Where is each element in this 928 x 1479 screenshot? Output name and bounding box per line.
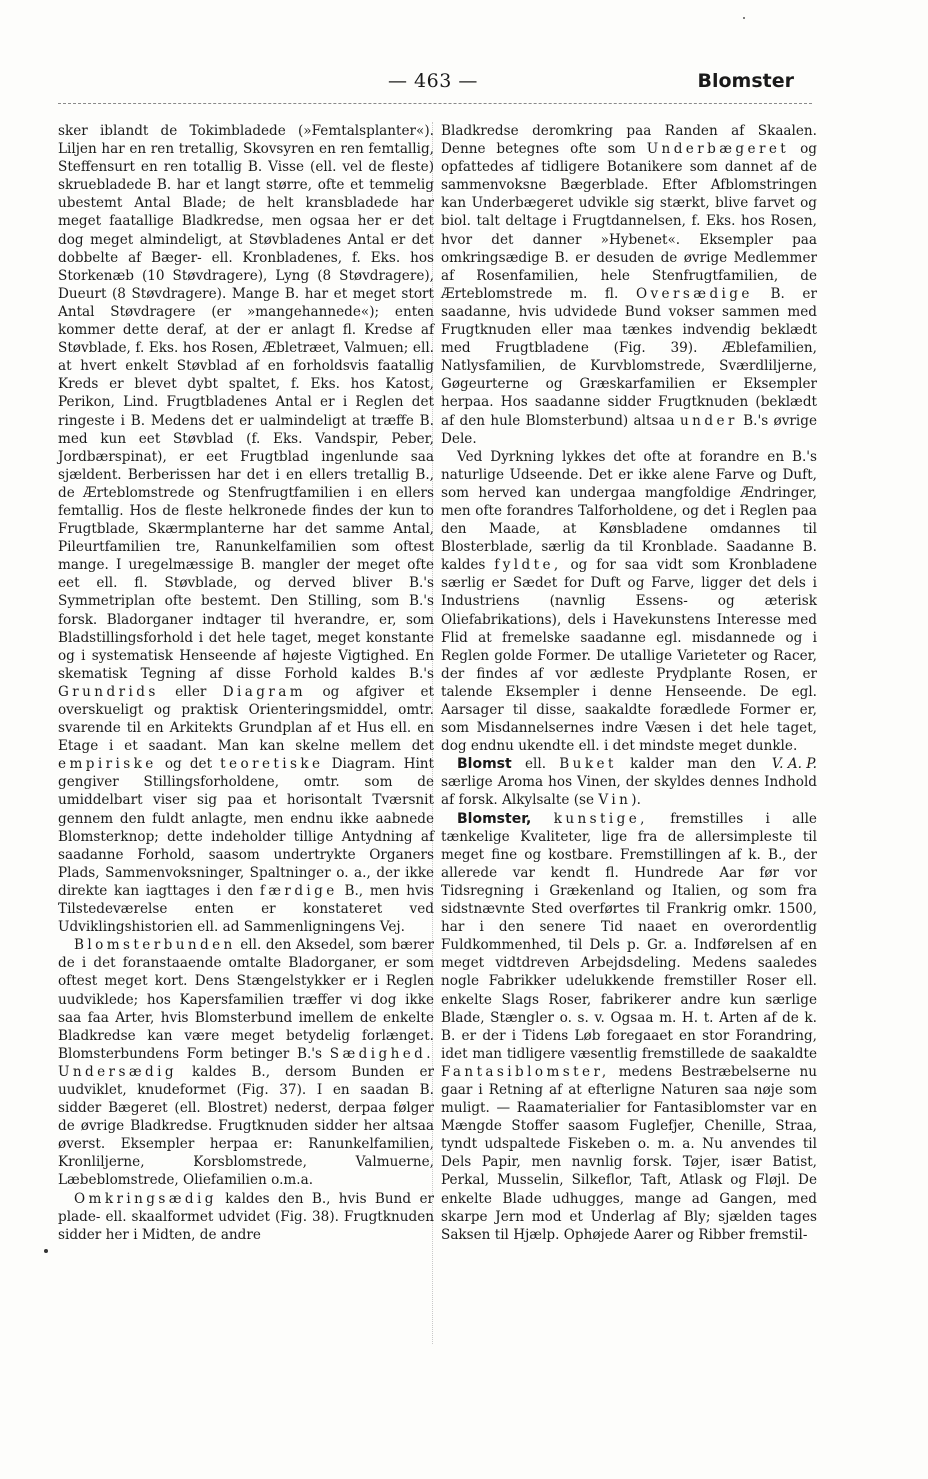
paragraph-continued: Bladkredse deromkring paa Randen af Skaalen. Denne betegnes ofte som Underbægeret og opfattedes af tidligere Botanikere som dannet af de sammenvoksne Bægerblade. Efter Afblomstringen kan Underbægeret udvikle sig stærkt, blive farvet og biol. talt deltage i Frugtdannelsen, f. Eks. hos Rosen, hvor det danner »Hybenet«. Eksempler paa omkringsædige B. er desuden de øvrige Medlemmer af Rosenfamilien, hele Stenfrugtfamilien, de Ærteblomstrede m. fl. Oversædige B. er saadanne, hvis udvidede Bund vokser sammen med Frugtknuden eller maa tænkes indvendig beklædt med Frugtbladene (Fig. 39). Æblefamilien, Natlysfamilien, de Kurvblomstrede, Sværdliljerne, Gøgeurterne og Græskarfamilien er Eksempler herpaa. Hos saadanne sidder Frugtknuden (beklædt af den hule Blomsterbund) altsaa under B.'s øvrige Dele. — [441, 123, 817, 447]
entry-blomster-kunstige: Blomster, kunstige, fremstilles i alle tænkelige Kvaliteter, lige fra de allersimpleste til meget fine og kostbare. Fremstillingen af k. B., der allerede var kendt fl. Hundrede Aar før vor Tidsregning i Grækenland og Italien, og som fra sidstnævnte Sted overførtes til Frankrig omkr. 1500, har i den senere Tid naaet en overordentlig Fuldkommenhed, til Dels p. Gr. a. Indførelsen af en meget vidtdreven Arbejdsdeling. Medens saaledes nogle Fabrikker udelukkende fremstiller Roser ell. enkelte Slags Roser, fabrikerer andre kun særlige Blade, Stængler o. s. v. Ogsaa m. H. t. Arten af de k. B. er der i Tidens Løb foregaaet en stor Forandring, idet man tidligere væsentlig fremstillede de saakaldte Fantasiblomster, medens Bestræbelserne nu gaar i Retning af at efterligne Naturen saa nøje som muligt. — Raamaterialier for Fantasiblomster var en Mængde Stoffer saasom Fuglefjer, Chenille, Straa, tyndt udspaltede Fiskeben o. m. a. Nu anvendes til Dels Papir, men navnlig forsk. Tøjer, især Batist, Perkal, Musselin, Silkeflor, Taft, Atlask og Fløjl. De enkelte Blade udhugges, mange ad Gangen, med skarpe Jern mod et Underlag af Bly; sjælden tages Saksen til Hjælp. Ophøjede Aarer og Ribber fremstil- — [441, 810, 817, 1243]
paragraph-blomsterbunden: Blomsterbunden ell. den Aksedel, som bærer de i det foranstaaende omtalte Bladorganer, er som oftest meget kort. Dens Stængelstykker er i Reglen uudviklede; hos Kapersfamilien træffer vi dog ikke saa faa Arter, hvis Blomsterbund imellem de enkelte Bladkredse kan være meget betydelig forlænget. Blomsterbundens Form betinger B.'s Sædighed. Undersædig kaldes B., dersom Bunden er uudviklet, knudeformet (Fig. 37). I en saadan B. sidder Bægeret (ell. Blostret) nederst, derpaa følger de øvrige Bladkredse. Frugtknuden sidder her altsaa øverst. Eksempler herpaa er: Ranunkelfamilien, Kronliljerne, Korsblomstrede, Valmuerne, Læbeblomstrede, Oliefamilien o.m.a. — [58, 937, 434, 1189]
paragraph-1: sker iblandt de Tokimbladede (»Femtalsplanter«). Liljen har en ren tretallig, Skovsyren en ren femtallig, Steffensurt en ren totallig B. Visse (ell. vel de fleste) skruebladede B. har et langt større, ofte et temmelig ubestemt Antal Blade; de helt kransbladede har meget faatallige Bladkredse, men ogsaa her er det dog meget almindeligt, at Støvbladenes Antal er det dobbelte af Bæger- ell. Kronbladenes, f. Eks. hos Storkenæb (10 Støvdragere), Lyng (8 Støvdragere), Dueurt (8 Støvdragere). Mange B. har et meget stort Antal Støvdragere (er »mangehannede«); enten kommer dette deraf, at der er anlagt fl. Kredse af Støvblade, f. Eks. hos Rosen, Æbletræet, Valmuen; ell. at hvert enkelt Støvblad af en forholdsvis faatallig Kreds er blevet dybt spaltet, f. Eks. hos Katost, Perikon, Lind. Frugtbladenes Antal er i Reglen det ringeste i B. Medens det er ualmindeligt at træffe B. med kun eet Støvblad (f. Eks. Vandspir, Peber, Jordbærspinat), er eet Frugtblad ingenlunde saa sjældent. Berberissen har det i en ellers tretallig B., de Ærteblomstrede og Stenfrugtfamilien i en ellers femtallig. Hos de fleste helkronede findes der kun to Frugtblade, Skærmplanterne har det samme Antal, Pileurtfamilien tre, Ranunkelfamilien som oftest mange. I uregelmæssige B. mangler der meget ofte eet ell. fl. Støvblade, og derved bliver B.'s Symmetriplan ofte bestemt. Den Stilling, som B.'s forsk. Bladorganer indtager til hverandre, er, som Bladstillingsforhold i det hele taget, meget konstante og i systematisk Henseende af højeste Vigtighed. En skematisk Tegning af disse Forhold kaldes B.'s Grundrids eller Diagram og afgiver et overskueligt og praktisk Orienteringsmiddel, omtr. svarende til en Arkitekts Grundplan af et Hus ell. en Etage i et saadant. Man kan skelne mellem det empiriske og det teoretiske Diagram. Hint gengiver Stillingsforholdene, omtr. som de umiddelbart viser sig paa et horisontalt Tværsnit gennem den fuldt anlagte, men endnu ikke aabnede Blomsterknop; dette indeholder tillige Antydning af saadanne Forhold, saasom undertrykte Organers Plads, Sammenvoksninger, Spaltninger o. a., der ikke direkte kan iagttages i den færdige B., men hvis Tilstedeværelse enten er konstateret ved Udviklingshistorien ell. ad Sammenligningens Vej. — [58, 123, 435, 936]
author-signature: V. A. P. — [771, 756, 817, 773]
right-column — [441, 122, 817, 1244]
headword-blomster: Blomster, — [457, 810, 532, 827]
header-rule — [58, 103, 812, 104]
margin-dot — [44, 1249, 48, 1253]
speck-mark — [743, 17, 745, 19]
paragraph-omkringsaedig: Omkringsædig kaldes den B., hvis Bund er plade- ell. skaalformet udvidet (Fig. 38). Frugtknuden sidder her i Midten, de andre — [58, 1190, 434, 1243]
paragraph-dyrkning: Ved Dyrkning lykkes det ofte at forandre en B.'s naturlige Udseende. Det er ikke alene Farve og Duft, som herved kan undergaa mangfoldige Ændringer, men ofte forandres Talforholdene, og det i Reglen paa den Maade, at Kønsbladene omdannes til Blosterblade, særlig da til Kronblade. Saadanne B. kaldes fyldte, og for saa vidt som Kronbladene særlig er Sædet for Duft og Farve, ligger det dels i Industriens (navnlig Essens- og æterisk Oliefabrikations), dels i Havekunstens Interesse med Flid at fremelske saadanne egl. misdannede og i Reglen golde Former. De utallige Varieteter og Racer, der findes af vor ædleste Prydplante Rosen, er talende Eksempler i denne Henseende. De egl. Aarsager til disse, saakaldte forædlede Former er, som Misdannelsernes indre Væsen i det hele taget, dog endnu ukendte ell. i det mindste meget dunkle. V. A. P. — [441, 448, 817, 773]
running-head: Blomster — [697, 70, 794, 92]
page-header — [58, 70, 794, 100]
left-column — [58, 122, 434, 1244]
entry-blomst: Blomst ell. Buket kalder man den særlige Aroma hos Vinen, der skyldes dennes Indhold af forsk. Alkylsalte (se Vin). — [441, 756, 817, 809]
page-number: — 463 — — [388, 70, 478, 92]
headword-blomst: Blomst — [457, 756, 512, 773]
